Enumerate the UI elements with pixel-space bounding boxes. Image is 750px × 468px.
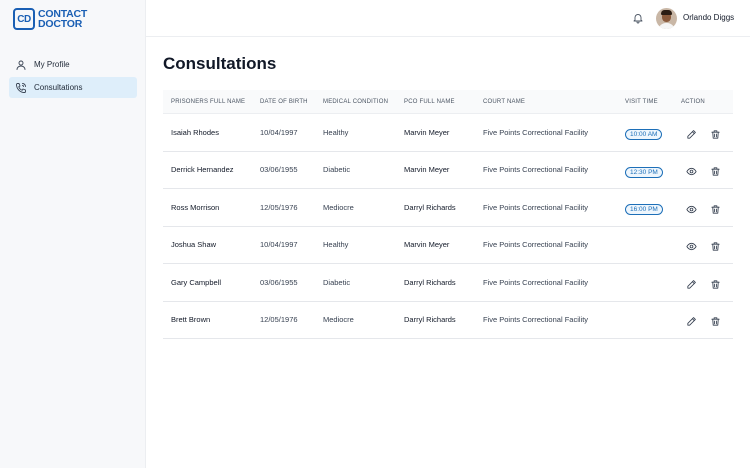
brand-logo[interactable]	[13, 8, 87, 30]
delete-icon[interactable]	[710, 314, 721, 325]
delete-icon[interactable]	[710, 127, 721, 138]
column-header: COURT NAME	[483, 98, 526, 105]
logo-badge: CD	[13, 8, 35, 30]
dob-cell: 10/04/1997	[260, 240, 298, 250]
court-name-cell: Five Points Correctional Facility	[483, 240, 589, 250]
page-title: Consultations	[163, 54, 277, 73]
sidebar-item-my-profile[interactable]	[9, 54, 137, 75]
logo-text	[38, 9, 87, 29]
dob-cell: 03/06/1955	[260, 165, 298, 175]
view-icon[interactable]	[686, 164, 697, 175]
edit-icon[interactable]	[686, 314, 697, 325]
column-header: PCO FULL NAME	[404, 98, 455, 105]
user-icon	[15, 59, 27, 71]
dob-cell: 10/04/1997	[260, 127, 298, 137]
sidebar-nav	[9, 54, 137, 100]
prisoner-name-cell: Derrick Hernandez	[171, 165, 234, 175]
court-name-cell: Five Points Correctional Facility	[483, 315, 589, 325]
sidebar-item-label: My Profile	[34, 60, 70, 69]
column-header: PRISONERS FULL NAME	[171, 98, 246, 105]
logo-line-2: DOCTOR	[38, 18, 83, 30]
pco-name-cell: Marvin Meyer	[404, 165, 450, 175]
visit-time-badge: 12:30 PM	[625, 167, 663, 178]
visit-time-badge: 10:00 AM	[625, 129, 662, 140]
delete-icon[interactable]	[710, 164, 721, 175]
prisoner-name-cell: Ross Morrison	[171, 202, 220, 212]
logo-line-1: CONTACT	[38, 8, 88, 20]
table-row	[163, 189, 733, 227]
column-header: MEDICAL CONDITION	[323, 98, 389, 105]
bell-icon[interactable]	[632, 12, 644, 24]
condition-cell: Diabetic	[323, 277, 351, 287]
condition-cell: Diabetic	[323, 165, 351, 175]
table-row	[163, 227, 733, 265]
table-header	[163, 90, 733, 114]
table-row	[163, 152, 733, 190]
prisoner-name-cell: Isaiah Rhodes	[171, 127, 219, 137]
condition-cell: Healthy	[323, 127, 349, 137]
dob-cell: 12/05/1976	[260, 315, 298, 325]
edit-icon[interactable]	[686, 127, 697, 138]
pco-name-cell: Marvin Meyer	[404, 127, 450, 137]
pco-name-cell: Marvin Meyer	[404, 240, 450, 250]
prisoner-name-cell: Joshua Shaw	[171, 240, 217, 250]
edit-icon[interactable]	[686, 277, 697, 288]
column-header: DATE OF BIRTH	[260, 98, 308, 105]
delete-icon[interactable]	[710, 239, 721, 250]
view-icon[interactable]	[686, 202, 697, 213]
visit-time-badge: 16:00 PM	[625, 204, 663, 215]
prisoner-name-cell: Brett Brown	[171, 315, 211, 325]
sidebar	[0, 0, 146, 468]
delete-icon[interactable]	[710, 202, 721, 213]
prisoner-name-cell: Gary Campbell	[171, 277, 222, 287]
user-name[interactable]: Orlando Diggs	[683, 13, 735, 22]
condition-cell: Mediocre	[323, 202, 354, 212]
view-icon[interactable]	[686, 239, 697, 250]
condition-cell: Healthy	[323, 240, 349, 250]
avatar[interactable]	[656, 8, 677, 29]
sidebar-item-label: Consultations	[34, 83, 83, 92]
column-header: VISIT TIME	[625, 98, 658, 105]
delete-icon[interactable]	[710, 277, 721, 288]
court-name-cell: Five Points Correctional Facility	[483, 165, 589, 175]
consultations-table	[163, 90, 733, 339]
table-row	[163, 114, 733, 152]
court-name-cell: Five Points Correctional Facility	[483, 202, 589, 212]
pco-name-cell: Darryl Richards	[404, 315, 456, 325]
court-name-cell: Five Points Correctional Facility	[483, 277, 589, 287]
table-row	[163, 264, 733, 302]
table-row	[163, 302, 733, 340]
pco-name-cell: Darryl Richards	[404, 277, 456, 287]
pco-name-cell: Darryl Richards	[404, 202, 456, 212]
sidebar-item-consultations[interactable]	[9, 77, 137, 98]
dob-cell: 12/05/1976	[260, 202, 298, 212]
table-body	[163, 114, 733, 339]
condition-cell: Mediocre	[323, 315, 354, 325]
column-header: ACTION	[681, 98, 705, 105]
court-name-cell: Five Points Correctional Facility	[483, 127, 589, 137]
dob-cell: 03/06/1955	[260, 277, 298, 287]
phone-icon	[15, 82, 27, 94]
top-bar	[146, 0, 750, 37]
